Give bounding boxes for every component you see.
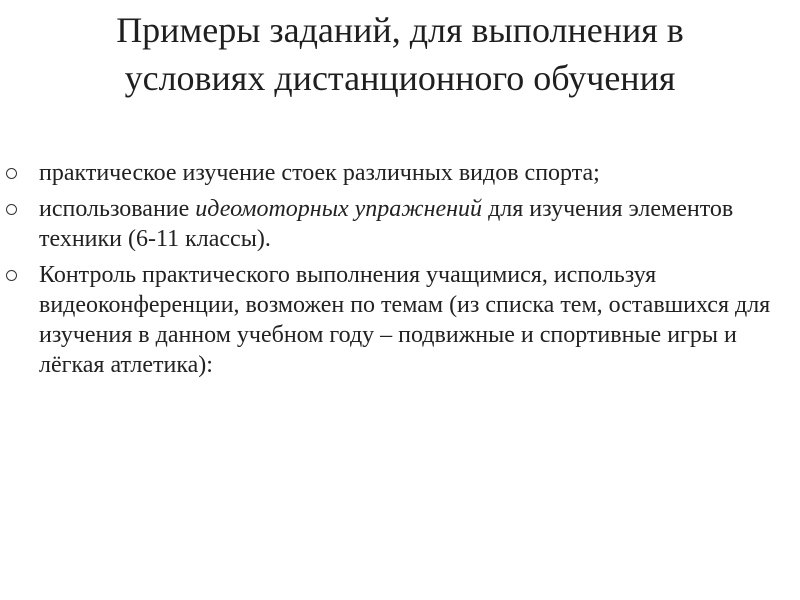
hollow-circle-bullet-icon (6, 204, 17, 215)
title-line-2: условиях дистанционного обучения (124, 58, 676, 98)
bullet-item-stances (0, 158, 795, 188)
bullet-text-italic: идеомоторных упражнений (195, 196, 483, 222)
bullet-text: Контроль практического выполнения учащимися, используя видеоконференции, возможен по темам (из списка тем, оставшихся для изучения в данном учебном году – подвижные и спортивные игры и лёгкая атлетика): (39, 262, 771, 378)
bullet-text: практическое изучение стоек различных видов спорта; (39, 160, 600, 186)
bullet-list (0, 158, 795, 386)
bullet-text-before: использование (39, 196, 196, 222)
slide-title (20, 6, 780, 102)
bullet-item-videoconference (0, 260, 795, 380)
bullet-text-after: для изучения элементов техники (6-11 классы). (39, 196, 734, 252)
title-line-1: Примеры заданий, для выполнения в (116, 10, 684, 50)
hollow-circle-bullet-icon (6, 270, 17, 281)
hollow-circle-bullet-icon (6, 168, 17, 179)
bullet-item-ideomotor (0, 194, 795, 254)
